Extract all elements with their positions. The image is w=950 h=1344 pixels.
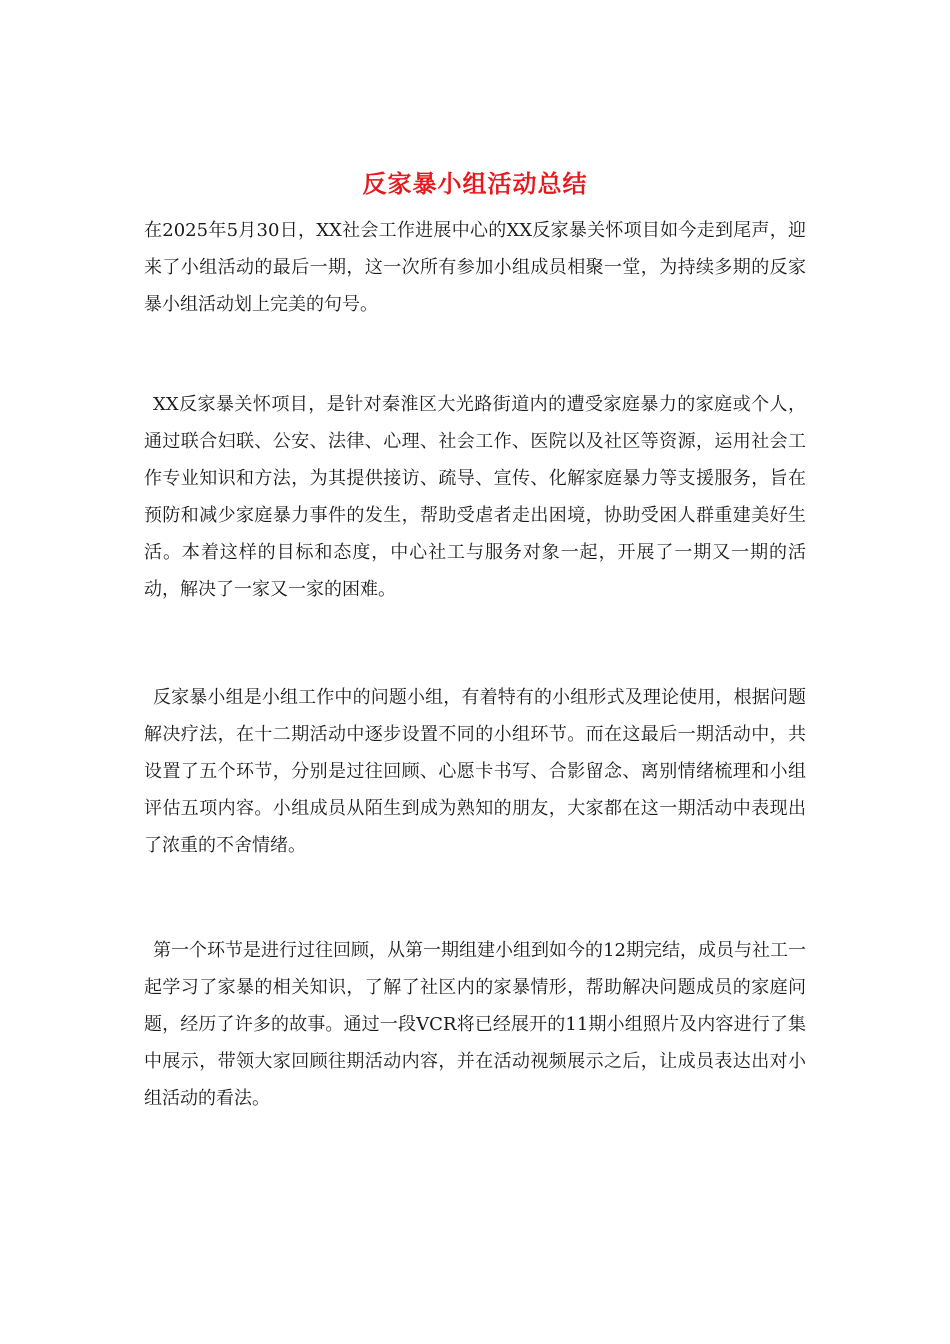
paragraph-group-format: 反家暴小组是小组工作中的问题小组，有着特有的小组形式及理论使用，根据问题解决疗法，在十二期活动中逐步设置不同的小组环节。而在这最后一期活动中，共设置了五个环节，分别是过往回顾、心愿卡书写、合影留念、离别情绪梳理和小组评估五项内容。小组成员从陌生到成为熟知的朋友，大家都在这一期活动中表现出了浓重的不舍情绪。 xyxy=(144,687,806,856)
page-title: 反家暴小组活动总结 xyxy=(362,169,588,199)
paragraph-project-description: XX反家暴关怀项目，是针对秦淮区大光路街道内的遭受家庭暴力的家庭或个人，通过联合妇联、公安、法律、心理、社会工作、医院以及社区等资源，运用社会工作专业知识和方法，为其提供接访、疏导、宣传、化解家庭暴力等支援服务，旨在预防和减少家庭暴力事件的发生，帮助受虐者走出困境，协助受困人群重建美好生活。本着这样的目标和态度，中心社工与服务对象一起，开展了一期又一期的活动，解决了一家又一家的困难。 xyxy=(144,394,806,600)
paragraph-first-session: 第一个环节是进行过往回顾，从第一期组建小组到如今的12期完结，成员与社工一起学习了家暴的相关知识，了解了社区内的家暴情形，帮助解决问题成员的家庭问题，经历了许多的故事。通过一段VCR将已经展开的11期小组照片及内容进行了集中展示，带领大家回顾往期活动内容，并在活动视频展示之后，让成员表达出对小组活动的看法。 xyxy=(144,940,806,1109)
paragraph-intro: 在2025年5月30日，XX社会工作进展中心的XX反家暴关怀项目如今走到尾声，迎来了小组活动的最后一期，这一次所有参加小组成员相聚一堂，为持续多期的反家暴小组活动划上完美的句号。 xyxy=(144,220,806,315)
